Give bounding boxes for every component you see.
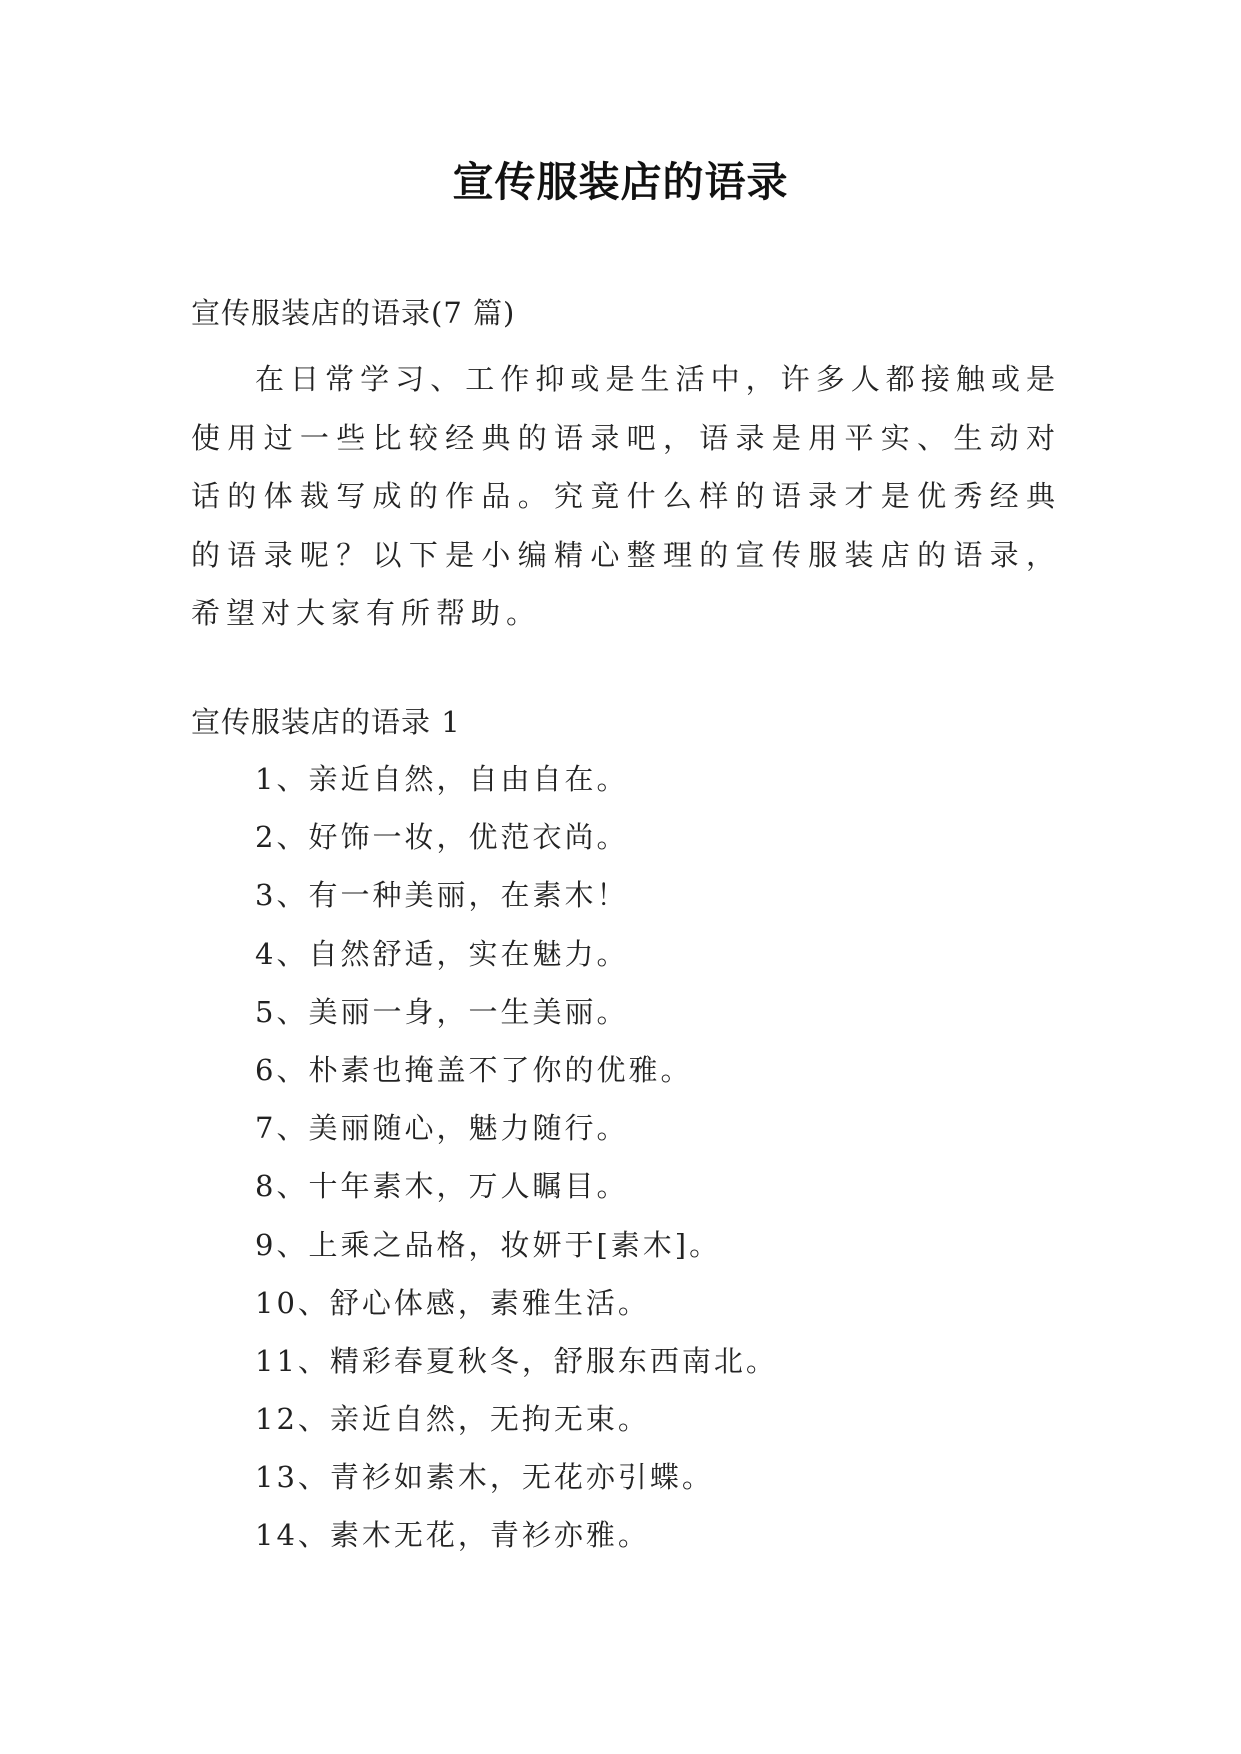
quote-list: [255, 750, 778, 1565]
list-item: 5、美丽一身，一生美丽。: [255, 994, 629, 1029]
list-item: 12、亲近自然，无拘无束。: [255, 1402, 650, 1437]
list-item: 3、有一种美丽，在素木！: [255, 878, 629, 913]
list-item: 7、美丽随心，魅力随行。: [255, 1111, 629, 1146]
list-item: 13、青衫如素木，无花亦引蝶。: [255, 1460, 714, 1495]
intro-paragraph: 在日常学习、工作抑或是生活中，许多人都接触或是使用过一些比较经典的语录吧，语录是用平实、生动对话的体裁写成的作品。究竟什么样的语录才是优秀经典的语录呢？以下是小编精心整理的宣传服装店的语录，希望对大家有所帮助。: [191, 362, 1061, 630]
page-title: 宣传服装店的语录: [452, 158, 789, 206]
list-item: 9、上乘之品格，妆妍于[素木]。: [255, 1227, 722, 1262]
list-item: 8、十年素木，万人瞩目。: [255, 1169, 629, 1204]
list-item: 14、素木无花，青衫亦雅。: [255, 1518, 650, 1553]
list-item: 1、亲近自然，自由自在。: [255, 762, 629, 796]
list-item: 11、精彩春夏秋冬，舒服东西南北。: [255, 1343, 778, 1378]
list-item: 2、好饰一妆，优范衣尚。: [255, 820, 629, 855]
document-subtitle: 宣传服装店的语录(7 篇): [191, 296, 516, 330]
section-heading: 宣传服装店的语录 1: [191, 705, 461, 739]
list-item: 10、舒心体感，素雅生活。: [255, 1285, 650, 1320]
list-item: 6、朴素也掩盖不了你的优雅。: [255, 1052, 693, 1087]
list-item: 4、自然舒适，实在魅力。: [255, 936, 629, 971]
